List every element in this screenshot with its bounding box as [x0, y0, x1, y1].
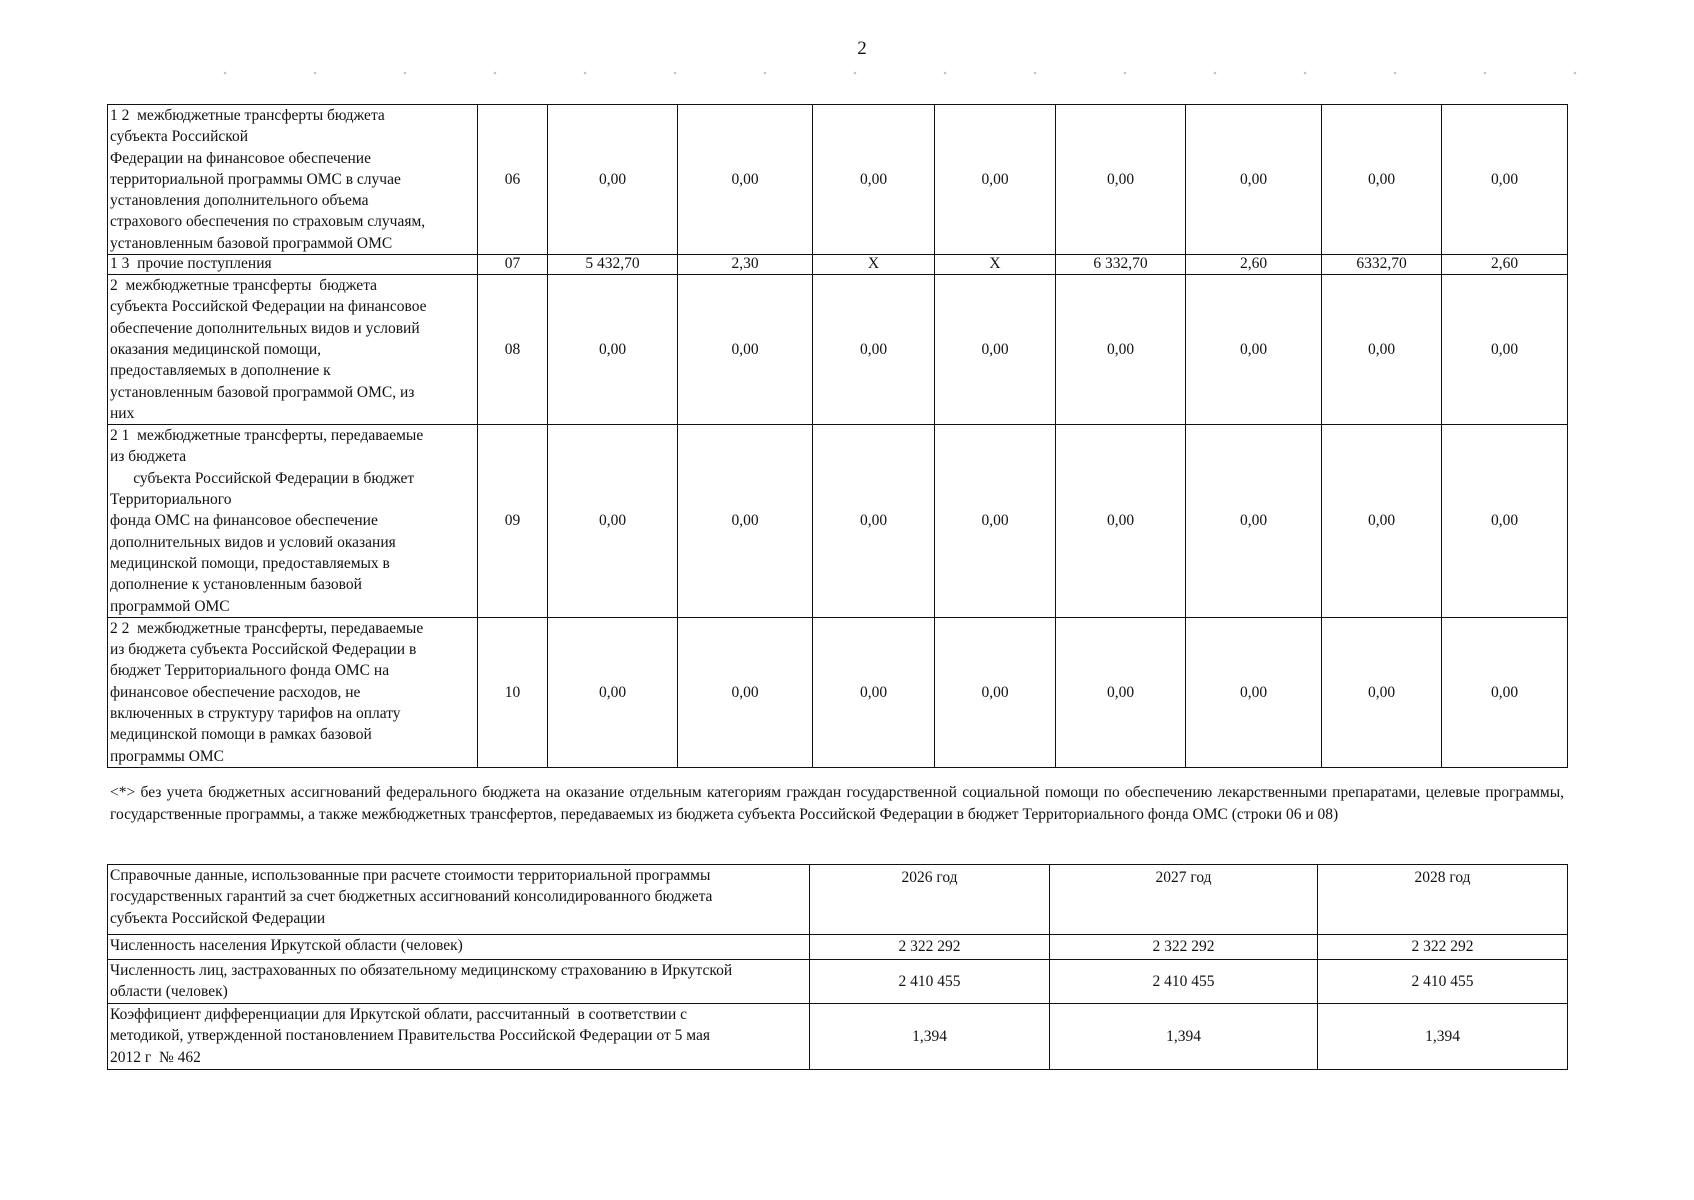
row-value: 2,30	[678, 255, 813, 275]
reference-value: 2 322 292	[1318, 935, 1568, 960]
row-value: 0,00	[935, 617, 1056, 767]
reference-row	[108, 1004, 1568, 1070]
row-value: 0,00	[1056, 275, 1186, 425]
row-value: 0,00	[548, 425, 678, 618]
reference-value: 2 410 455	[1050, 960, 1318, 1004]
table-row	[108, 617, 1568, 767]
reference-label: Численность лиц, застрахованных по обязательному медицинскому страхованию в Иркутской области (человек)	[108, 960, 810, 1004]
row-value: 0,00	[1442, 425, 1568, 618]
reference-value: 2 410 455	[1318, 960, 1568, 1004]
row-value: 0,00	[813, 617, 935, 767]
row-value: 0,00	[548, 275, 678, 425]
row-value: X	[935, 255, 1056, 275]
row-value: 0,00	[813, 425, 935, 618]
reference-value: 2 322 292	[810, 935, 1050, 960]
reference-table	[107, 864, 1568, 1070]
row-value: 0,00	[1442, 617, 1568, 767]
year-header: 2026 год	[810, 865, 1050, 935]
year-header: 2028 год	[1318, 865, 1568, 935]
reference-value: 1,394	[810, 1004, 1050, 1070]
row-value: 0,00	[1056, 425, 1186, 618]
row-value: 0,00	[813, 275, 935, 425]
row-code: 06	[478, 105, 548, 255]
row-value: 0,00	[813, 105, 935, 255]
row-value: 0,00	[1322, 617, 1442, 767]
row-description: 1 2 межбюджетные трансферты бюджета субъекта Российской Федерации на финансовое обеспечение территориальной программы ОМС в случае установления дополнительного объема страхового обеспечения по страховым случаям, установленным базовой программой ОМС	[108, 105, 478, 255]
table-row	[108, 105, 1568, 255]
budget-table	[107, 104, 1568, 768]
table-row	[108, 425, 1568, 618]
table-row	[108, 275, 1568, 425]
row-value: 0,00	[1186, 275, 1322, 425]
row-value: 0,00	[1186, 617, 1322, 767]
row-value: 6 332,70	[1056, 255, 1186, 275]
row-code: 08	[478, 275, 548, 425]
row-value: 0,00	[1442, 275, 1568, 425]
year-header: 2027 год	[1050, 865, 1318, 935]
row-description: 2 межбюджетные трансферты бюджета субъекта Российской Федерации на финансовое обеспечение дополнительных видов и условий оказания медицинской помощи, предоставляемых в дополнение к установленным базовой программой ОМС, из них	[108, 275, 478, 425]
row-value: 0,00	[678, 425, 813, 618]
row-code: 07	[478, 255, 548, 275]
page-number: 2	[857, 38, 867, 59]
reference-label: Коэффициент дифференциации для Иркутской облати, рассчитанный в соответствии с методикой, утвержденной постановлением Правительства Российской Федерации от 5 мая 2012 г № 462	[108, 1004, 810, 1070]
row-value: 0,00	[1186, 105, 1322, 255]
row-value: 2,60	[1186, 255, 1322, 275]
row-value: 0,00	[548, 105, 678, 255]
row-value: 0,00	[1186, 425, 1322, 618]
footnote: <*> без учета бюджетных ассигнований федерального бюджета на оказание отдельным категориям граждан государственной социальной помощи по обеспечению лекарственными препаратами, целевые программы, государственные программы, а также межбюджетных трансфертов, передаваемых из бюджета субъекта Российской Федерации в бюджет Территориального фонда ОМС (строки 06 и 08)	[110, 784, 1564, 823]
table-row	[108, 255, 1568, 275]
row-value: 5 432,70	[548, 255, 678, 275]
reference-value: 1,394	[1050, 1004, 1318, 1070]
row-value: 0,00	[678, 105, 813, 255]
row-description: 2 2 межбюджетные трансферты, передаваемые из бюджета субъекта Российской Федерации в бюджет Территориального фонда ОМС на финансовое обеспечение расходов, не включенных в структуру тарифов на оплату медицинской помощи в рамках базовой программы ОМС	[108, 617, 478, 767]
scan-artifact-dots	[180, 70, 1580, 76]
reference-header-label: Справочные данные, использованные при расчете стоимости территориальной программы государственных гарантий за счет бюджетных ассигнований консолидированного бюджета субъекта Российской Федерации	[108, 865, 810, 935]
row-value: 0,00	[678, 275, 813, 425]
reference-value: 2 410 455	[810, 960, 1050, 1004]
row-value: 0,00	[1322, 425, 1442, 618]
reference-header-row	[108, 865, 1568, 935]
reference-row	[108, 960, 1568, 1004]
row-value: 0,00	[1322, 275, 1442, 425]
reference-value: 2 322 292	[1050, 935, 1318, 960]
row-value: 0,00	[935, 105, 1056, 255]
row-value: 0,00	[1056, 105, 1186, 255]
row-description: 1 3 прочие поступления	[108, 255, 478, 275]
row-code: 10	[478, 617, 548, 767]
row-code: 09	[478, 425, 548, 618]
row-value: 0,00	[935, 425, 1056, 618]
reference-value: 1,394	[1318, 1004, 1568, 1070]
row-value: 0,00	[1322, 105, 1442, 255]
row-value: 0,00	[1056, 617, 1186, 767]
row-value: 0,00	[678, 617, 813, 767]
row-description: 2 1 межбюджетные трансферты, передаваемые из бюджета субъекта Российской Федерации в бюджет Территориального фонда ОМС на финансовое обеспечение дополнительных видов и условий оказания медицинской помощи, предоставляемых в дополнение к установленным базовой программой ОМС	[108, 425, 478, 618]
reference-label: Численность населения Иркутской области (человек)	[108, 935, 810, 960]
row-value: 0,00	[935, 275, 1056, 425]
row-value: 0,00	[548, 617, 678, 767]
reference-row	[108, 935, 1568, 960]
row-value: 6332,70	[1322, 255, 1442, 275]
row-value: X	[813, 255, 935, 275]
row-value: 2,60	[1442, 255, 1568, 275]
row-value: 0,00	[1442, 105, 1568, 255]
